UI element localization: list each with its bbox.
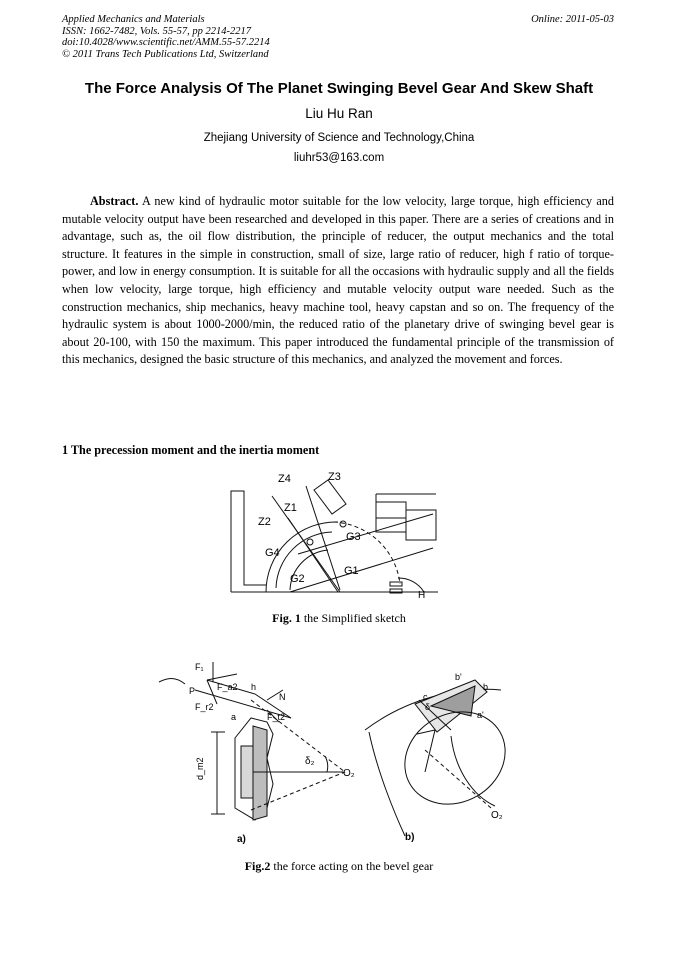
journal-copyright: © 2011 Trans Tech Publications Ltd, Switzerland xyxy=(62,48,269,60)
figure-1-label: Fig. 1 xyxy=(272,611,301,625)
journal-header xyxy=(62,14,270,60)
label-z2: Z2 xyxy=(258,516,271,528)
label-o2-a: O₂ xyxy=(343,768,355,779)
label-panel-b: b) xyxy=(405,832,415,843)
author-email: liuhr53@163.com xyxy=(293,152,385,164)
figure-1-sketch xyxy=(228,466,438,600)
label-delta: δ xyxy=(425,702,431,712)
author-affiliation: Zhejiang University of Science and Technology,China xyxy=(203,132,475,144)
figure-1-text: the Simplified sketch xyxy=(300,611,406,625)
label-z3: Z3 xyxy=(328,471,341,483)
label-dm2: d_m2 xyxy=(195,757,205,780)
label-z4: Z4 xyxy=(278,473,291,485)
label-aprime: a' xyxy=(477,710,484,720)
paper-title: The Force Analysis Of The Planet Swinging Bevel Gear And Skew Shaft xyxy=(84,80,594,97)
label-n: N xyxy=(279,692,286,702)
label-panel-a: a) xyxy=(237,834,246,845)
label-c: c xyxy=(423,692,428,702)
figure-2-diagram xyxy=(155,660,535,848)
abstract-paragraph xyxy=(62,193,614,369)
label-fa2: F_a2 xyxy=(217,682,238,692)
figure-2-text: the force acting on the bevel gear xyxy=(270,859,434,873)
label-g4: G4 xyxy=(265,547,280,559)
label-g1: G1 xyxy=(344,565,359,577)
label-b-force: b xyxy=(483,682,489,692)
label-h-force: h xyxy=(251,682,257,692)
label-p: P xyxy=(189,686,196,696)
abstract-text: A new kind of hydraulic motor suitable for the low velocity, large torque, high efficiency and mutable velocity output have been researched and developed in this paper. There are a series of creations and in advantage, such as, the oil flow distribution, the principle of reducer, the output mechanics and the total structure. It features in the simple in construction, small of size, large ratio of reducer, high f ratio of torque-power, and low in energy consumption. It is suitable for all the occasions with hydraulic supply and all the fields when low velocity, large torque, high efficiency and mutable velocity output ware needed. Such as the construction mechanics, ship mechanics, heavy machine tool, heavy capstan and so on. The frequency of the hydraulic system is about 1000-2000/min, the reduced ratio of the planetary drive of swinging bevel gear is about 20-100, with 150 the maximum. This paper introduced the fundamental principle of the transmission of this mechanics, designed the basic structure of this mechanics, and analyzed the movement and forces. xyxy=(62,194,614,367)
label-o2-b: O₂ xyxy=(491,810,503,821)
online-date: Online: 2011-05-03 xyxy=(531,14,614,25)
label-g3: G3 xyxy=(346,531,361,543)
journal-doi: doi:10.4028/www.scientific.net/AMM.55-57.2214 xyxy=(62,37,270,48)
label-z1: Z1 xyxy=(284,502,297,514)
label-fr2: F_r2 xyxy=(195,702,214,712)
label-ft2: F_t2 xyxy=(267,712,286,722)
paper-author: Liu Hu Ran xyxy=(305,106,373,121)
figure-2-caption xyxy=(0,859,678,874)
label-bprime: b' xyxy=(455,672,462,682)
label-delta2: δ₂ xyxy=(305,756,315,767)
label-h: H xyxy=(418,590,426,600)
figure-1-caption xyxy=(0,611,678,626)
label-g2: G2 xyxy=(290,573,305,585)
journal-name: Applied Mechanics and Materials xyxy=(62,14,205,25)
section-heading: 1 The precession moment and the inertia moment xyxy=(62,443,320,457)
label-ft: F₁ xyxy=(195,662,204,672)
label-a-force: a xyxy=(231,712,237,722)
journal-issn: ISSN: 1662-7482, Vols. 55-57, pp 2214-2217 xyxy=(62,25,251,37)
abstract-label: Abstract. xyxy=(90,194,139,208)
figure-2-label: Fig.2 xyxy=(244,859,271,873)
